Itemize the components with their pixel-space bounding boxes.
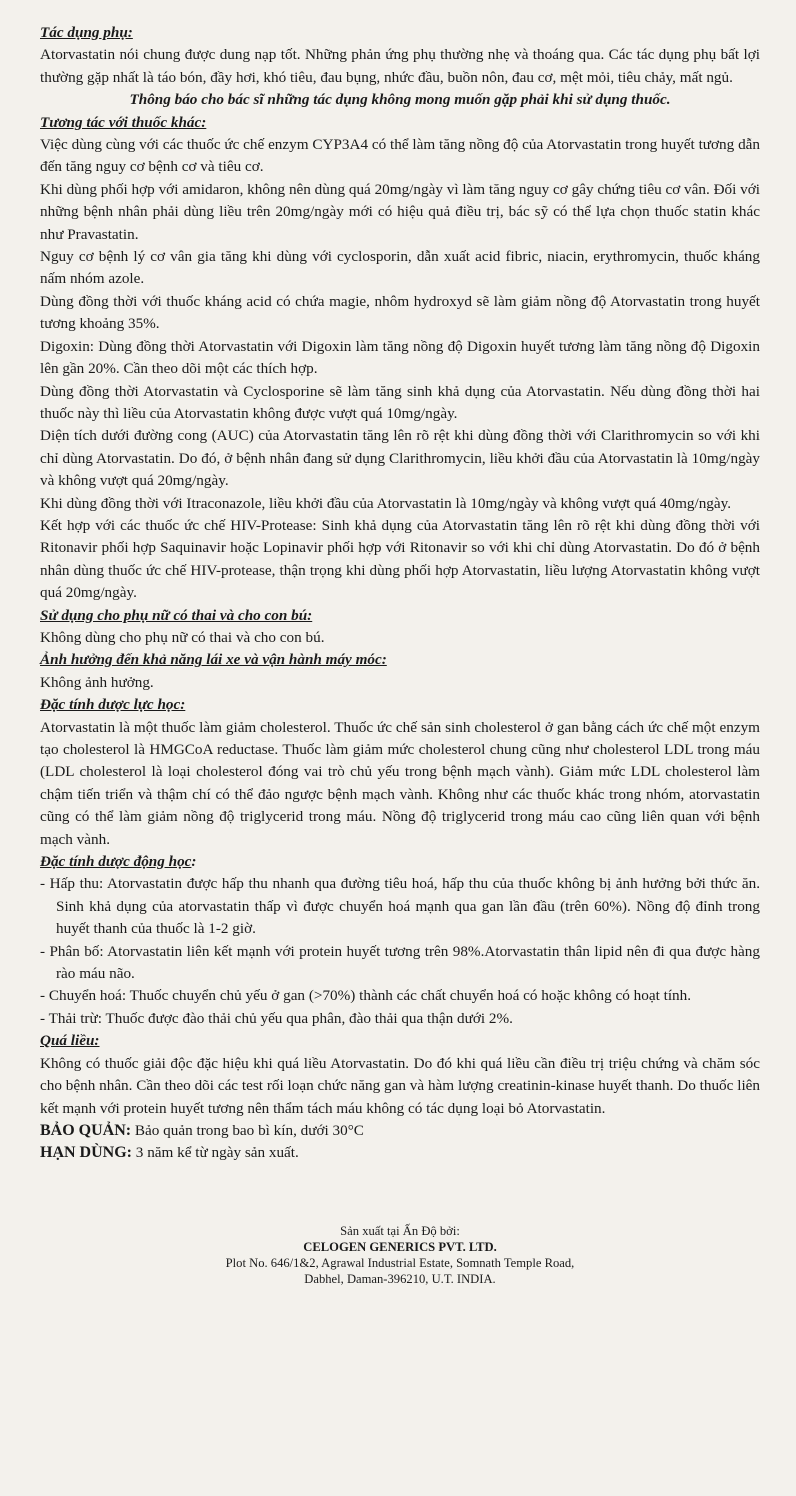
pharmacokinetics-item: - Hấp thu: Atorvastatin được hấp thu nhanh qua đường tiêu hoá, hấp thu của thuốc không bị ảnh hưởng bởi thức ăn. Sinh khả dụng của atorvastatin thấp vì được chuyển hoá mạnh qua gan lần đầu (trên 60%). Nồng độ đỉnh trong huyết thanh của thuốc là 1-2 giờ. bbox=[40, 875, 760, 938]
side-effects-text: Atorvastatin nói chung được dung nạp tốt. Những phản ứng phụ thường nhẹ và thoáng qua. Các tác dụng phụ bất lợi thường gặp nhất là táo bón, đầy hơi, khó tiêu, đau bụng, nhức đầu, buồn nôn, đau cơ, mệt mỏi, tiêu chảy, mất ngủ. bbox=[40, 46, 760, 86]
interactions-section bbox=[40, 112, 760, 605]
driving-heading: Ảnh hưởng đến khả năng lái xe và vận hành máy móc: bbox=[40, 651, 387, 669]
pregnancy-section bbox=[40, 605, 760, 650]
doctor-notice: Thông báo cho bác sĩ những tác dụng không mong muốn gặp phải khi sử dụng thuốc. bbox=[129, 91, 671, 109]
pregnancy-heading: Sử dụng cho phụ nữ có thai và cho con bú: bbox=[40, 606, 313, 624]
interaction-paragraph: Khi dùng đồng thời với Itraconazole, liều khởi đầu của Atorvastatin là 10mg/ngày và không vượt quá 40mg/ngày. bbox=[40, 494, 732, 512]
overdose-heading: Quá liều: bbox=[40, 1032, 100, 1050]
interaction-paragraph: Việc dùng cùng với các thuốc ức chế enzym CYP3A4 có thể làm tăng nồng độ của Atorvastatin trong huyết tương dẫn đến tăng nguy cơ bệnh cơ và tiêu cơ. bbox=[40, 136, 760, 176]
pharmacodynamics-heading: Đặc tính dược lực học: bbox=[40, 696, 186, 714]
overdose-text: Không có thuốc giải độc đặc hiệu khi quá liều Atorvastatin. Do đó khi quá liều cần điều trị triệu chứng và chăm sóc cho bệnh nhân. Cần theo dõi các test rối loạn chức năng gan và hàm lượng creatinin-kinase huyết thanh. Do thuốc liên kết mạnh với protein huyết tương nên thẩm tách máu không có tác dụng loại bỏ Atorvastatin. bbox=[40, 1054, 760, 1117]
pharmacokinetics-section bbox=[40, 851, 760, 1030]
expiry-text: 3 năm kể từ ngày sản xuất. bbox=[135, 1144, 299, 1162]
expiry-label: HẠN DÙNG: bbox=[40, 1144, 132, 1162]
interaction-paragraph: Kết hợp với các thuốc ức chế HIV-Protease: Sinh khả dụng của Atorvastatin tăng lên rõ rệt khi dùng đồng thời với Ritonavir phối hợp Saquinavir hoặc Lopinavir phối hợp với Ritonavir so với khi chỉ dùng Atorvastatin. Do đó ở bệnh nhân dùng thuốc ức chế HIV-protease, thận trọng khi dùng phối hợp Atorvastatin, liều lượng Atorvastatin không vượt quá 20mg/ngày. bbox=[40, 516, 760, 602]
driving-text: Không ảnh hưởng. bbox=[40, 673, 154, 691]
interaction-paragraph: Dùng đồng thời Atorvastatin và Cyclosporine sẽ làm tăng sinh khả dụng của Atorvastatin. Nếu dùng đồng thời hai thuốc này thì liều của Atorvastatin không được vượt quá 10mg/ngày. bbox=[40, 382, 760, 422]
pregnancy-text: Không dùng cho phụ nữ có thai và cho con bú. bbox=[40, 628, 325, 646]
pharmacokinetics-heading-line bbox=[40, 851, 760, 873]
side-effects-section bbox=[40, 22, 760, 112]
storage-line bbox=[40, 1120, 760, 1142]
overdose-section bbox=[40, 1030, 760, 1120]
company-name: CELOGEN GENERICS PVT. LTD. bbox=[303, 1239, 497, 1254]
pharmacodynamics-section bbox=[40, 694, 760, 851]
pharmacokinetics-heading: Đặc tính dược động học bbox=[40, 853, 192, 871]
interactions-heading: Tương tác với thuốc khác: bbox=[40, 113, 207, 131]
interaction-paragraph: Digoxin: Dùng đồng thời Atorvastatin với Digoxin làm tăng nồng độ Digoxin huyết tương làm tăng nồng độ Digoxin lên gần 20%. Cần theo dõi một các thích hợp. bbox=[40, 337, 760, 378]
interaction-paragraph: Khi dùng phối hợp với amidaron, không nên dùng quá 20mg/ngày vì làm tăng nguy cơ gây chứng tiêu cơ vân. Đối với những bệnh nhân phải dùng liều trên 20mg/ngày mới có hiệu quả điều trị, bác sỹ có thể lựa chọn thuốc statin khác như Pravastatin. bbox=[40, 180, 760, 243]
expiry-line bbox=[40, 1142, 760, 1164]
driving-section bbox=[40, 649, 760, 694]
pharmacokinetics-heading-colon: : bbox=[191, 853, 197, 871]
address-line-2: Dabhel, Daman-396210, U.T. INDIA. bbox=[304, 1271, 496, 1286]
interaction-paragraph: Nguy cơ bệnh lý cơ vân gia tăng khi dùng với cyclosporin, dẫn xuất acid fibric, niacin, erythromycin, thuốc kháng nấm nhóm azole. bbox=[40, 248, 760, 288]
manufacturer-footer bbox=[40, 1223, 760, 1287]
storage-label: BẢO QUẢN: bbox=[40, 1121, 132, 1139]
side-effects-heading: Tác dụng phụ: bbox=[40, 24, 133, 41]
pharmacokinetics-item: - Thải trừ: Thuốc được đào thải chủ yếu qua phân, đào thải qua thận dưới 2%. bbox=[40, 1009, 513, 1027]
made-in-line: Sản xuất tại Ấn Độ bởi: bbox=[340, 1223, 460, 1238]
pharmacokinetics-item: - Phân bố: Atorvastatin liên kết mạnh với protein huyết tương trên 98%.Atorvastatin thân lipid nên đi qua được hàng rào máu não. bbox=[40, 942, 760, 983]
interaction-paragraph: Diện tích dưới đường cong (AUC) của Atorvastatin tăng lên rõ rệt khi dùng đồng thời với Clarithromycin so với khi chỉ dùng Atorvastatin. Do đó, ở bệnh nhân đang sử dụng Clarithromycin, liều khởi đầu của Atorvastatin là 10mg/ngày và không vượt quá 20mg/ngày. bbox=[40, 427, 760, 490]
pharmacokinetics-item: - Chuyển hoá: Thuốc chuyển chủ yếu ở gan (>70%) thành các chất chuyển hoá có hoặc không có hoạt tính. bbox=[40, 987, 692, 1005]
address-line-1: Plot No. 646/1&2, Agrawal Industrial Estate, Somnath Temple Road, bbox=[225, 1255, 575, 1270]
pharmacodynamics-text: Atorvastatin là một thuốc làm giảm cholesterol. Thuốc ức chế sản sinh cholesterol ở gan bằng cách ức chế một enzym tạo cholesterol là HMGCoA reductase. Thuốc làm giảm mức cholesterol chung cũng như cholesterol LDL trong máu (LDL cholesterol là loại cholesterol đóng vai trò chủ yếu trong bệnh mạch vành). Giảm mức LDL cholesterol làm chậm tiến triển và thậm chí có thể đảo ngược bệnh mạch vành. Không như các thuốc khác trong nhóm, atorvastatin cũng có thể làm giảm nồng độ triglycerid trong máu. Nồng độ triglycerid trong máu cao cũng liên quan với bệnh mạch vành. bbox=[40, 718, 760, 848]
storage-text: Bảo quản trong bao bì kín, dưới 30°C bbox=[134, 1121, 364, 1139]
interaction-paragraph: Dùng đồng thời với thuốc kháng acid có chứa magie, nhôm hydroxyd sẽ làm giảm nồng độ Atorvastatin trong huyết tương khoảng 35%. bbox=[40, 292, 760, 333]
